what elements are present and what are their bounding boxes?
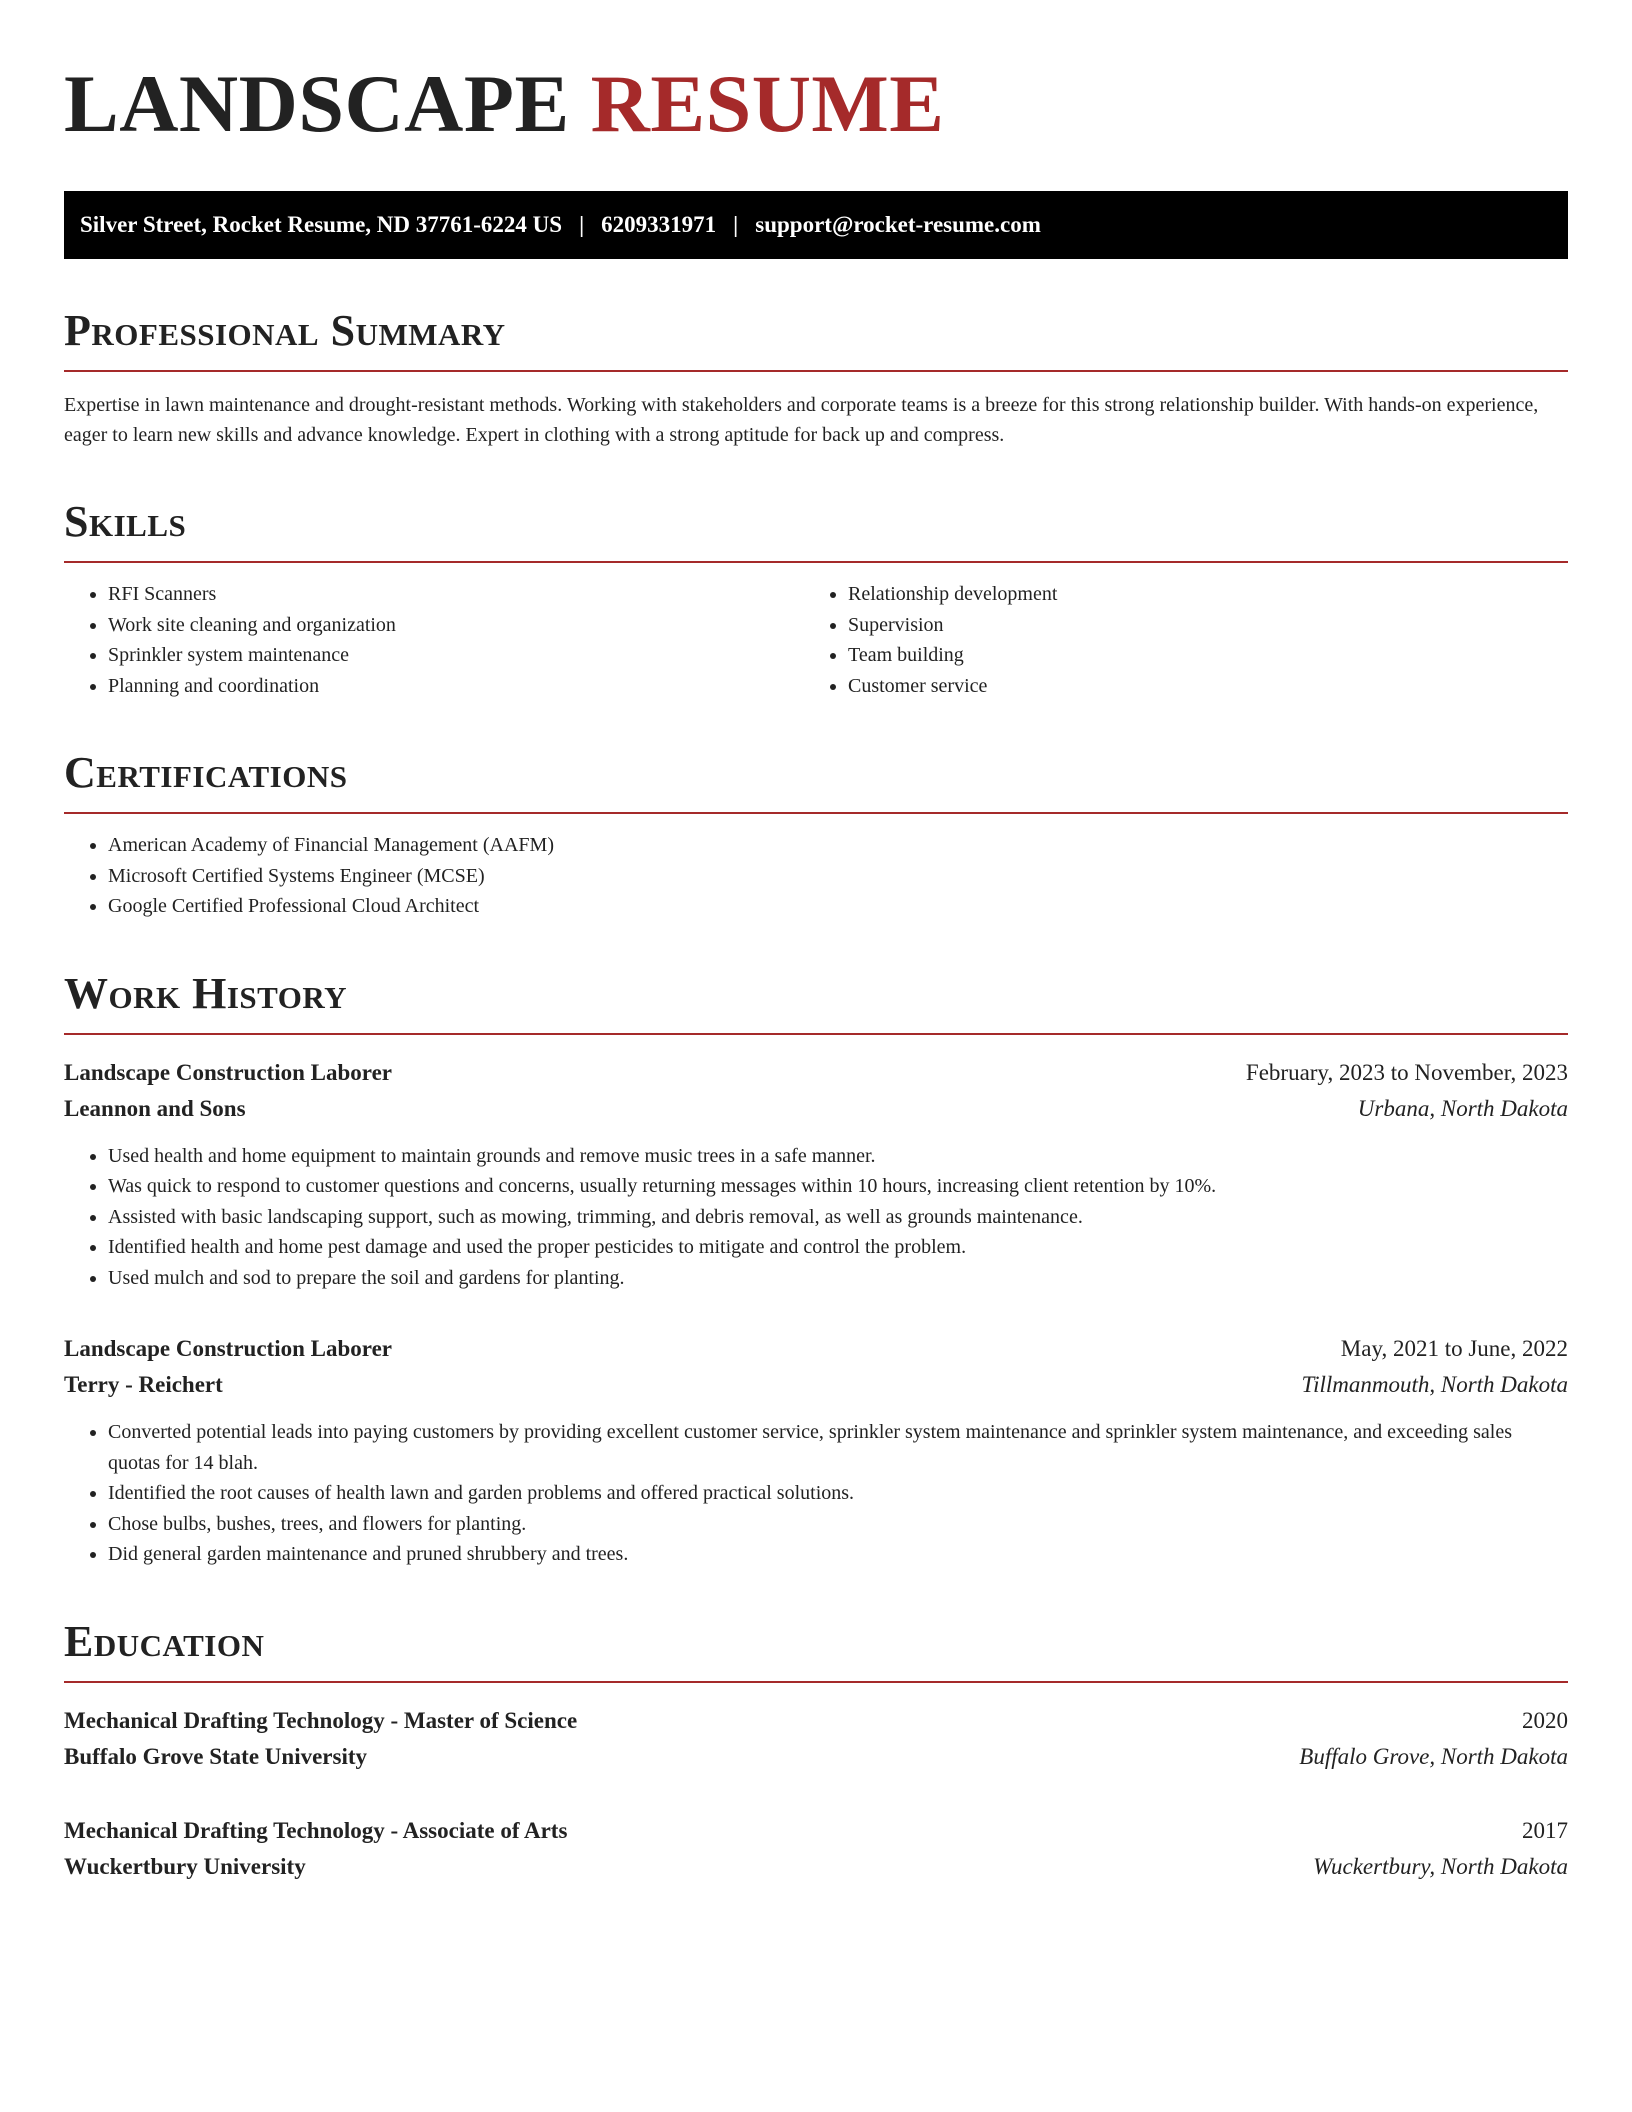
contact-separator: | bbox=[733, 212, 739, 237]
job-dates: May, 2021 to June, 2022 bbox=[1340, 1336, 1568, 1361]
certification-item: • Microsoft Certified Systems Engineer (MCSE) bbox=[108, 861, 1568, 892]
contact-email: support@rocket-resume.com bbox=[755, 212, 1041, 237]
work-history-section bbox=[64, 969, 1568, 1570]
job-duty: • Identified the root causes of health lawn and garden problems and offered practical solutions. bbox=[108, 1478, 1568, 1509]
certification-item: • Google Certified Professional Cloud Architect bbox=[108, 891, 1568, 922]
education-degree: Mechanical Drafting Technology - Associate of Arts bbox=[64, 1817, 568, 1843]
job-title: Landscape Construction Laborer bbox=[64, 1336, 392, 1361]
job-duty: • Assisted with basic landscaping support, such as mowing, trimming, and debris removal, as well as grounds maintenance. bbox=[108, 1202, 1568, 1233]
job-company: Terry - Reichert bbox=[64, 1372, 223, 1397]
education-entry bbox=[64, 1813, 1568, 1885]
skill-item: • Relationship development bbox=[848, 579, 1568, 610]
section-title-education: Education bbox=[64, 1616, 265, 1666]
resume-name bbox=[64, 58, 1568, 150]
first-name: LANDSCAPE bbox=[64, 58, 570, 149]
job-location: Urbana, North Dakota bbox=[1357, 1095, 1568, 1121]
skills-list-right bbox=[804, 579, 1568, 701]
education-year: 2017 bbox=[1522, 1817, 1568, 1843]
job-location: Tillmanmouth, North Dakota bbox=[1301, 1372, 1568, 1397]
skill-item: • Supervision bbox=[848, 610, 1568, 641]
job-duty: • Was quick to respond to customer questions and concerns, usually returning messages within 10 hours, increasing client retention by 10%. bbox=[108, 1171, 1568, 1202]
skills-section bbox=[64, 497, 1568, 701]
job-header-row bbox=[64, 1055, 1568, 1091]
job-company: Leannon and Sons bbox=[64, 1095, 246, 1121]
contact-bar bbox=[64, 191, 1568, 259]
skills-list-left bbox=[64, 579, 804, 701]
certifications-list bbox=[64, 830, 1568, 922]
section-title-skills: Skills bbox=[64, 497, 187, 546]
skill-item: • Team building bbox=[848, 640, 1568, 671]
summary-text: Expertise in lawn maintenance and drought-resistant methods. Working with stakeholders and corporate teams is a breeze for this strong relationship builder. With hands-on experience, eager to learn new skills and advance knowledge. Expert in clothing with a strong aptitude for back up and compress. bbox=[64, 394, 1539, 446]
section-title-certifications: Certifications bbox=[64, 748, 348, 797]
job-duty: • Did general garden maintenance and pruned shrubbery and trees. bbox=[108, 1539, 1568, 1570]
certification-item: • American Academy of Financial Management (AAFM) bbox=[108, 830, 1568, 861]
contact-separator: | bbox=[579, 212, 585, 237]
education-location: Wuckertbury, North Dakota bbox=[1313, 1853, 1568, 1879]
section-divider bbox=[64, 1033, 1568, 1035]
education-degree: Mechanical Drafting Technology - Master of Science bbox=[64, 1707, 578, 1733]
job-duties-list bbox=[64, 1417, 1568, 1570]
skill-item: • Customer service bbox=[848, 671, 1568, 702]
job-duties-list bbox=[64, 1141, 1568, 1294]
section-title-work-history: Work History bbox=[64, 968, 348, 1018]
education-location: Buffalo Grove, North Dakota bbox=[1299, 1743, 1568, 1769]
job-company-row bbox=[64, 1091, 1568, 1127]
certifications-section bbox=[64, 748, 1568, 922]
section-divider bbox=[64, 812, 1568, 814]
job-title: Landscape Construction Laborer bbox=[64, 1059, 392, 1085]
education-header-row bbox=[64, 1813, 1568, 1849]
education-school: Wuckertbury University bbox=[64, 1853, 306, 1879]
education-school-row bbox=[64, 1739, 1568, 1775]
job-duty: • Used health and home equipment to maintain grounds and remove music trees in a safe manner. bbox=[108, 1141, 1568, 1172]
contact-address: Silver Street, Rocket Resume, ND 37761-6224 US bbox=[80, 212, 563, 237]
job-duty: • Identified health and home pest damage and used the proper pesticides to mitigate and control the problem. bbox=[108, 1232, 1568, 1263]
contact-phone: 6209331971 bbox=[601, 212, 717, 237]
skills-grid bbox=[64, 563, 1568, 701]
job-entry bbox=[64, 1055, 1568, 1294]
section-divider bbox=[64, 370, 1568, 372]
job-entry bbox=[64, 1331, 1568, 1570]
job-duty: • Used mulch and sod to prepare the soil and gardens for planting. bbox=[108, 1263, 1568, 1294]
last-name: RESUME bbox=[590, 58, 945, 149]
job-company-row bbox=[64, 1367, 1568, 1403]
skill-item: • Sprinkler system maintenance bbox=[108, 640, 804, 671]
section-title-summary: Professional Summary bbox=[64, 306, 506, 355]
education-year: 2020 bbox=[1522, 1707, 1568, 1733]
job-header-row bbox=[64, 1331, 1568, 1367]
section-divider bbox=[64, 1681, 1568, 1683]
job-dates: February, 2023 to November, 2023 bbox=[1245, 1059, 1568, 1085]
job-duty: • Converted potential leads into paying customers by providing excellent customer service, sprinkler system maintenance and sprinkler system maintenance, and exceeding sales quotas for 14 blah. bbox=[108, 1417, 1568, 1478]
education-school-row bbox=[64, 1849, 1568, 1885]
education-entry bbox=[64, 1703, 1568, 1775]
education-school: Buffalo Grove State University bbox=[64, 1743, 368, 1769]
education-header-row bbox=[64, 1703, 1568, 1739]
summary-section bbox=[64, 306, 1568, 450]
skill-item: • Planning and coordination bbox=[108, 671, 804, 702]
job-duty: • Chose bulbs, bushes, trees, and flowers for planting. bbox=[108, 1509, 1568, 1540]
skill-item: • Work site cleaning and organization bbox=[108, 610, 804, 641]
education-section bbox=[64, 1617, 1568, 1885]
skill-item: • RFI Scanners bbox=[108, 579, 804, 610]
